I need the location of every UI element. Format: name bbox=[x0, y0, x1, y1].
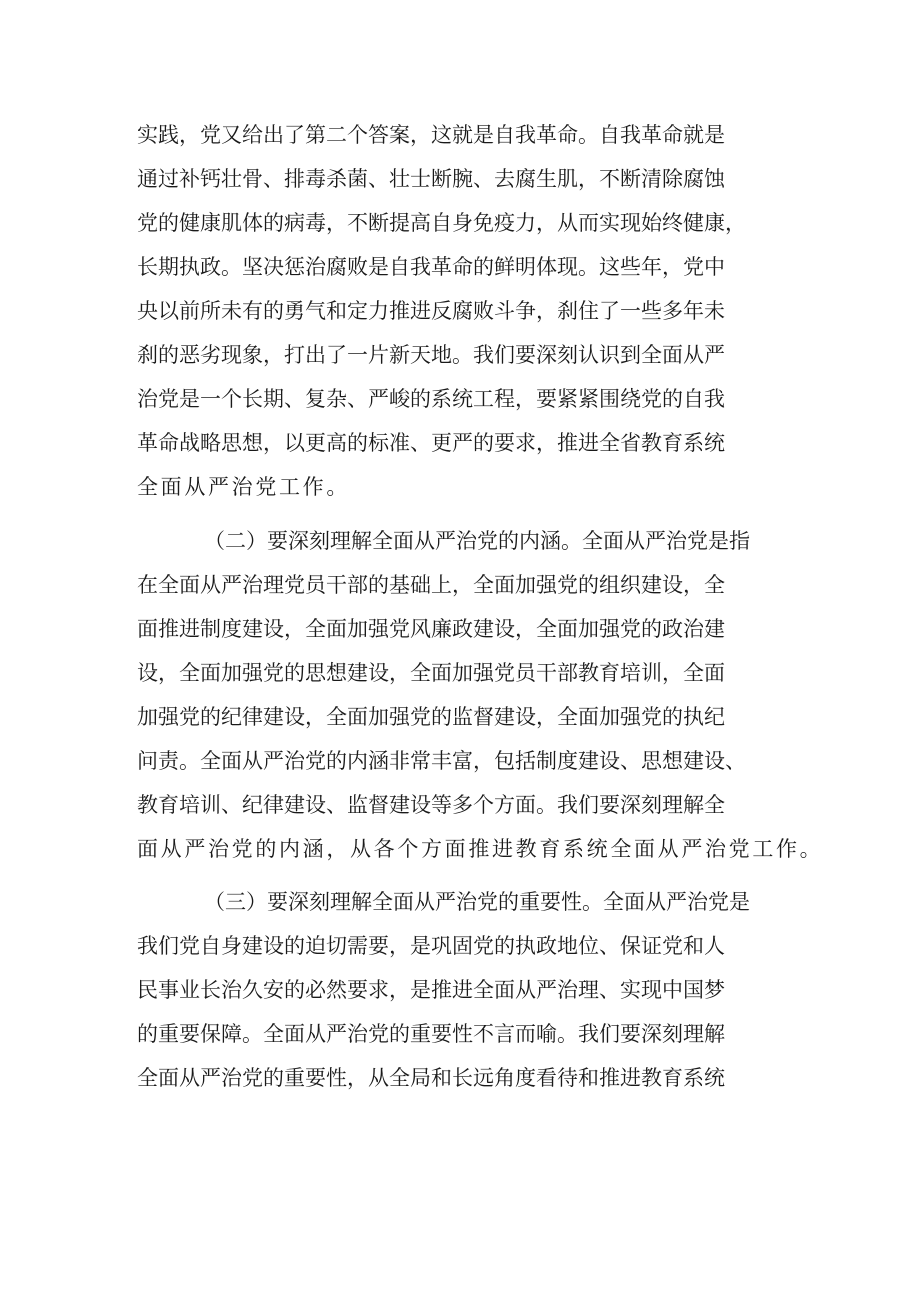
text-line: 面推进制度建设，全面加强党风廉政建设，全面加强党的政治建 bbox=[137, 617, 725, 641]
text-line: 我们党自身建设的迫切需要，是巩固党的执政地位、保证党和人 bbox=[137, 934, 725, 958]
text-line: 问责。全面从严治党的内涵非常丰富，包括制度建设、思想建设、 bbox=[137, 749, 746, 773]
text-line: 加强党的纪律建设，全面加强党的监督建设，全面加强党的执纪 bbox=[137, 705, 725, 729]
text-line: 刹的恶劣现象，打出了一片新天地。我们要深刻认识到全面从严 bbox=[137, 343, 725, 367]
text-line: 央以前所未有的勇气和定力推进反腐败斗争，刹住了一些多年未 bbox=[137, 299, 725, 323]
text-line: 革命战略思想，以更高的标准、更严的要求，推进全省教育系统 bbox=[137, 431, 725, 455]
text-line: 全面从严治党的重要性，从全局和长远角度看待和推进教育系统 bbox=[137, 1066, 725, 1090]
text-line bbox=[137, 1102, 797, 1142]
text-line: 教育培训、纪律建设、监督建设等多个方面。我们要深刻理解全 bbox=[137, 793, 725, 817]
text-line: 在全面从严治理党员干部的基础上，全面加强党的组织建设，全 bbox=[137, 573, 725, 597]
text-line: 通过补钙壮骨、排毒杀菌、壮士断腕、去腐生肌，不断清除腐蚀 bbox=[137, 167, 725, 191]
section-heading-line: （二）要深刻理解全面从严治党的内涵。全面从严治党是指 bbox=[204, 529, 750, 553]
text-line: 民事业长治久安的必然要求，是推进全面从严治理、实现中国梦 bbox=[137, 978, 725, 1002]
text-line: 的重要保障。全面从严治党的重要性不言而喻。我们要深刻理解 bbox=[137, 1022, 725, 1046]
text-line: 全面从严治党工作。 bbox=[137, 475, 350, 499]
text-line: 面从严治党的内涵，从各个方面推进教育系统全面从严治党工作。 bbox=[137, 837, 824, 861]
text-line: 设，全面加强党的思想建设，全面加强党员干部教育培训，全面 bbox=[137, 661, 725, 685]
text-line: 党的健康肌体的病毒，不断提高自身免疫力，从而实现始终健康， bbox=[137, 211, 746, 235]
text-line: 治党是一个长期、复杂、严峻的系统工程，要紧紧围绕党的自我 bbox=[137, 387, 725, 411]
section-heading-line: （三）要深刻理解全面从严治党的重要性。全面从严治党是 bbox=[204, 890, 750, 914]
text-line: 长期执政。坚决惩治腐败是自我革命的鲜明体现。这些年，党中 bbox=[137, 255, 725, 279]
text-line: 实践，党又给出了第二个答案，这就是自我革命。自我革命就是 bbox=[137, 123, 725, 147]
